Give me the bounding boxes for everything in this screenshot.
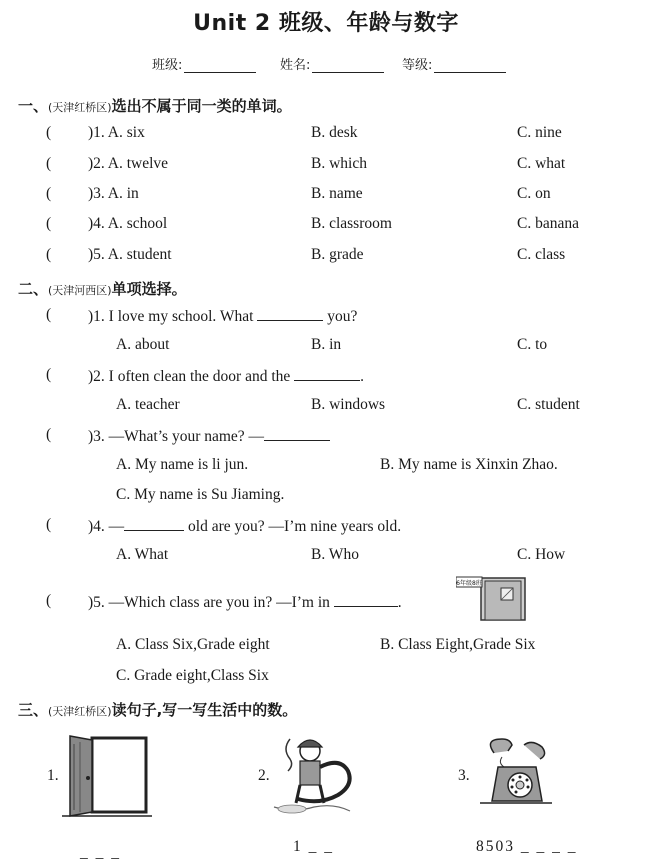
page-title: Unit 2 班级、年龄与数字: [193, 11, 459, 36]
grade-field[interactable]: [402, 54, 506, 73]
s1-q5-c: C. class: [517, 246, 566, 263]
section2-number: 二、: [18, 280, 49, 298]
class-field[interactable]: [152, 54, 256, 73]
s1-q2-a: )2. A. twelve: [88, 155, 169, 172]
s2-q1-post: you?: [327, 308, 358, 325]
grade-label: 等级:: [402, 58, 433, 73]
section3-heading: [18, 699, 297, 720]
s2-q5-b: B. Class Eight,Grade Six: [380, 636, 536, 653]
open-door-leaf: [70, 736, 92, 816]
s3-label-3: 3.: [458, 767, 470, 784]
s2-q4-a: A. What: [116, 546, 169, 563]
s2-q4-paren[interactable]: (: [46, 516, 52, 533]
section3-instruction: 读句子,写一写生活中的数。: [111, 701, 298, 719]
s2-q5-c: C. Grade eight,Class Six: [116, 667, 269, 684]
section1-source: (天津红桥区): [48, 101, 112, 114]
class-sign-text: 6年级8班: [456, 580, 482, 587]
s2-q2-post: .: [360, 368, 365, 385]
s2-q3-a: A. My name is li jun.: [116, 456, 249, 473]
section2-instruction: 单项选择。: [111, 280, 187, 298]
s1-q4-paren[interactable]: (: [46, 215, 52, 232]
s2-q1-c: C. to: [517, 336, 548, 353]
section2-source: (天津河西区): [48, 284, 112, 297]
s2-q1-a: A. about: [116, 336, 170, 353]
s1-q1-a: )1. A. six: [88, 124, 145, 141]
s2-q3-b: B. My name is Xinxin Zhao.: [380, 456, 558, 473]
name-label: 姓名:: [280, 58, 311, 73]
s2-q1-stem: [88, 306, 357, 326]
section1-heading: [18, 95, 292, 116]
s1-q2-c: C. what: [517, 155, 566, 172]
s1-q5-paren[interactable]: (: [46, 246, 52, 263]
s2-q2-a: A. teacher: [116, 396, 180, 413]
s2-q2-stem: [88, 366, 364, 386]
s3-answer-3[interactable]: 8503 _ _ _ _: [476, 838, 578, 855]
s1-q3-paren[interactable]: (: [46, 185, 52, 202]
s2-q3-blank[interactable]: [264, 426, 330, 441]
telephone-handset: [490, 739, 544, 759]
grade-blank[interactable]: [434, 60, 506, 73]
s2-q1-b: B. in: [311, 336, 342, 353]
s1-q3-c: C. on: [517, 185, 551, 202]
s1-q2-b: B. which: [311, 155, 367, 172]
s2-q1-pre: )1. I love my school. What: [88, 308, 254, 325]
s1-q3-a: )3. A. in: [88, 185, 139, 202]
s2-q5-a: A. Class Six,Grade eight: [116, 636, 270, 653]
firefighter-helmet: [298, 740, 322, 747]
door-illustration: [62, 734, 152, 818]
s2-q5-pre: )5. —Which class are you in? —I’m in: [88, 594, 330, 611]
s2-q1-paren[interactable]: (: [46, 306, 52, 323]
s1-q4-c: C. banana: [517, 215, 579, 232]
telephone-illustration: [480, 737, 552, 811]
s2-q4-stem: [88, 516, 401, 536]
s2-q4-c: C. How: [517, 546, 566, 563]
s1-q5-a: )5. A. student: [88, 246, 172, 263]
firefighter-illustration: [270, 729, 354, 819]
s1-q4-b: B. classroom: [311, 215, 392, 232]
s2-q2-b: B. windows: [311, 396, 386, 413]
s2-q3-pre: )3. —What’s your name? —: [88, 428, 265, 445]
classroom-door-illustration: [456, 576, 530, 622]
s2-q4-blank[interactable]: [124, 516, 184, 531]
s2-q4-pre: )4. —: [88, 518, 125, 535]
s2-q2-blank[interactable]: [294, 366, 360, 381]
s2-q2-pre: )2. I often clean the door and the: [88, 368, 291, 385]
s1-q1-paren[interactable]: (: [46, 124, 52, 141]
s2-q3-c: C. My name is Su Jiaming.: [116, 486, 285, 503]
s3-answer-2[interactable]: 1 _ _: [293, 838, 334, 855]
section1-number: 一、: [18, 97, 49, 115]
s2-q2-c: C. student: [517, 396, 580, 413]
section3-number: 三、: [18, 701, 49, 719]
s2-q5-paren[interactable]: (: [46, 592, 52, 609]
s3-label-2: 2.: [258, 767, 270, 784]
section3-source: (天津红桥区): [48, 705, 112, 718]
s1-q1-c: C. nine: [517, 124, 562, 141]
s2-q4-b: B. Who: [311, 546, 359, 563]
s3-label-1: 1.: [47, 767, 59, 784]
s2-q3-paren[interactable]: (: [46, 426, 52, 443]
s2-q3-stem: [88, 426, 330, 446]
s1-q5-b: B. grade: [311, 246, 364, 263]
class-blank[interactable]: [184, 60, 256, 73]
section1-instruction: 选出不属于同一类的单词。: [111, 97, 292, 115]
class-label: 班级:: [152, 58, 183, 73]
s2-q5-post: .: [397, 594, 402, 611]
s2-q5-blank[interactable]: [334, 592, 398, 607]
s3-answer-1[interactable]: _ _ _: [80, 844, 121, 861]
s2-q2-paren[interactable]: (: [46, 366, 52, 383]
section2-heading: [18, 278, 187, 299]
s1-q4-a: )4. A. school: [88, 215, 168, 232]
s1-q2-paren[interactable]: (: [46, 155, 52, 172]
s1-q1-b: B. desk: [311, 124, 358, 141]
name-blank[interactable]: [312, 60, 384, 73]
s1-q3-b: B. name: [311, 185, 363, 202]
s2-q1-blank[interactable]: [257, 306, 323, 321]
name-field[interactable]: [280, 54, 384, 73]
s2-q4-post: old are you? —I’m nine years old.: [188, 518, 402, 535]
s2-q5-stem: [88, 592, 402, 612]
